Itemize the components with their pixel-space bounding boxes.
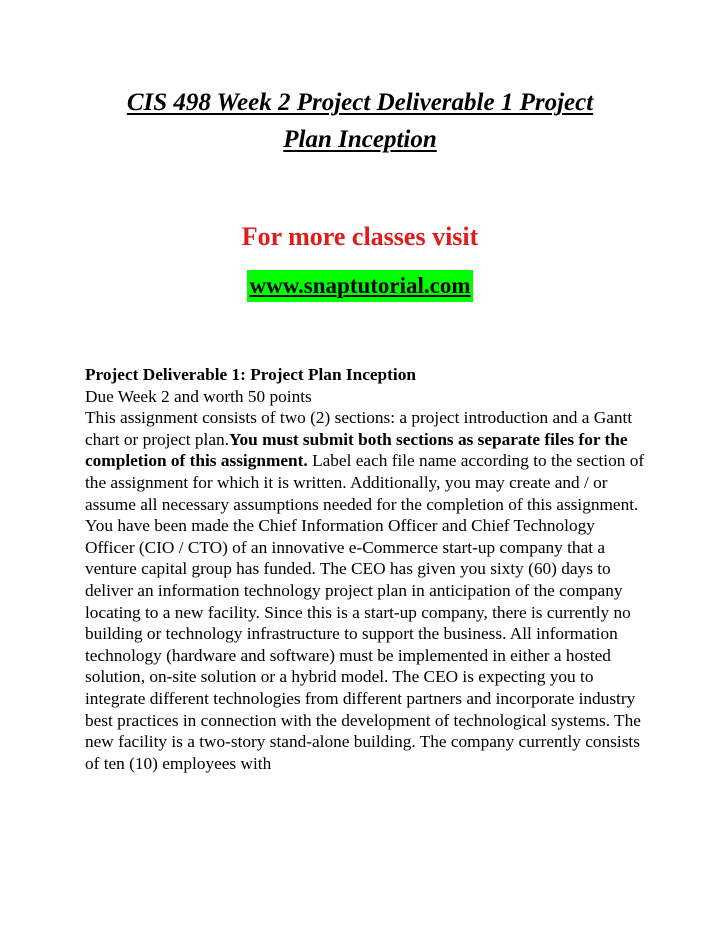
- document-title-line-1: CIS 498 Week 2 Project Deliverable 1 Project: [126, 89, 594, 116]
- document-body: [85, 364, 645, 774]
- section-heading: Project Deliverable 1: Project Plan Inception: [85, 365, 416, 384]
- assignment-paragraph-bold: You must submit both sections as separate files for the completion of this assignment.: [85, 429, 628, 471]
- document-title: [0, 84, 720, 158]
- promo-url-link[interactable]: www.snaptutorial.com: [247, 270, 472, 302]
- assignment-paragraph-text-2: Label each file name according to the section of the assignment for which it is written. Additionally, you may create and / or assume all necessary assumptions needed for the completion of this assignment.: [85, 451, 645, 514]
- scenario-paragraph: You have been made the Chief Information Officer and Chief Technology Officer (CIO / CTO) of an innovative e-Commerce start-up company that a venture capital group has funded. The CEO has given you sixty (60) days to deliver an information technology project plan in anticipation of the company locating to a new facility. Since this is a start-up company, there is currently no building or technology infrastructure to support the business. All information technology (hardware and software) must be implemented in either a hosted solution, on-site solution or a hybrid model. The CEO is expecting you to integrate different technologies from different partners and incorporate industry best practices in connection with the development of technological systems. The new facility is a two-story stand-alone building. The company currently consists of ten (10) employees with: [85, 516, 641, 773]
- due-line: Due Week 2 and worth 50 points: [85, 386, 312, 406]
- document-title-line-2: Plan Inception: [283, 126, 437, 153]
- promo-url-container: [0, 270, 720, 302]
- assignment-paragraph: [85, 407, 645, 515]
- promo-text: For more classes visit: [241, 222, 479, 251]
- assignment-paragraph-text-1: This assignment consists of two (2) sections: a project introduction and a Gantt chart or project plan.: [85, 408, 633, 449]
